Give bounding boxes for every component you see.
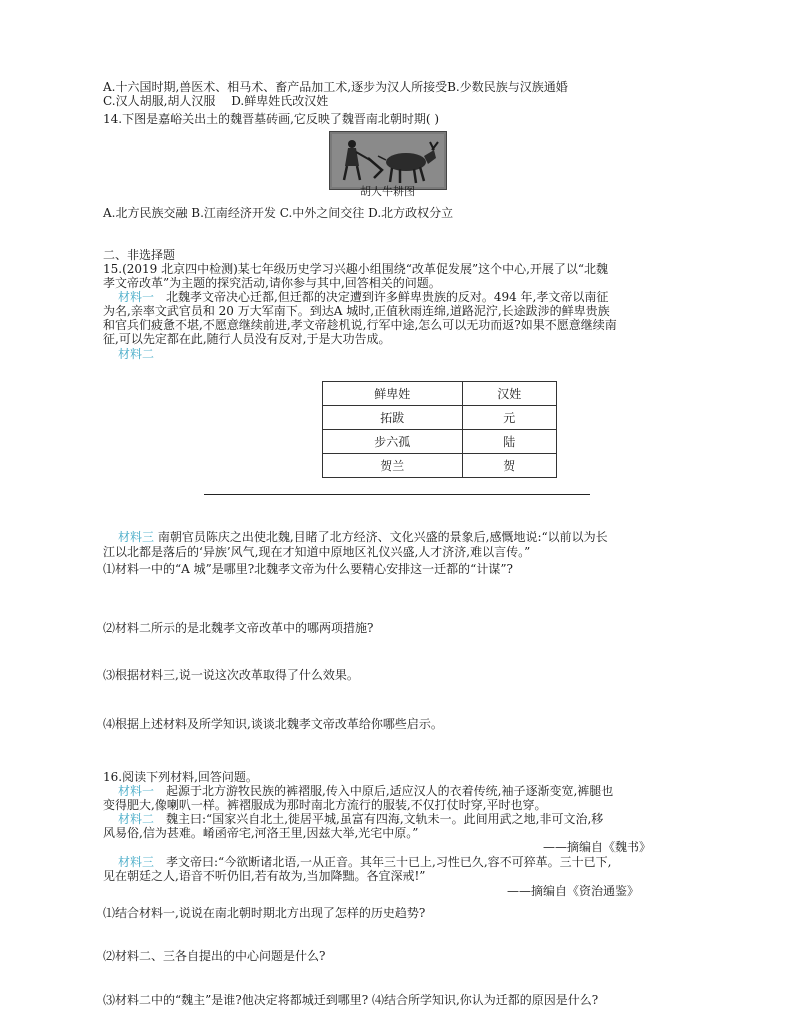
q16-material2-source: ——摘编自《魏书》: [543, 840, 652, 854]
q16-material2-line2: 风易俗,信为甚难。崤函帝宅,河洛王里,因兹大举,光宅中原。”: [103, 826, 419, 840]
q15-material1-line4: 征,可以先定都在此,随行人员没有反对,于是大功告成。: [103, 332, 391, 346]
q16-material3-line2: 见在朝廷之人,语音不听仍旧,若有故为,当加降黜。各宜深戒!”: [103, 869, 426, 883]
material-text: 北魏孝文帝决心迁都,但迁都的决定遭到许多鲜卑贵族的反对。494 年,孝文帝以南征: [154, 290, 609, 304]
q13-options-line2: C.汉人胡服,胡人汉服 D.鲜卑姓氏改汉姓: [103, 94, 329, 108]
q16-material2-line1: [118, 812, 603, 826]
image-caption: 胡人牛耕图: [360, 185, 415, 198]
table-row: [323, 406, 557, 430]
table-row: [323, 454, 557, 478]
surname-table: [322, 381, 557, 478]
q16-sub1: ⑴结合材料一,说说在南北朝时期北方出现了怎样的历史趋势?: [103, 906, 426, 920]
q15-intro-line1: 15.(2019 北京四中检测)某七年级历史学习兴趣小组围绕“改革促发展”这个中心,开展了以“北魏: [103, 262, 609, 276]
q14-options: A.北方民族交融 B.江南经济开发 C.中外之间交往 D.北方政权分立: [103, 206, 454, 220]
brick-painting-image: [329, 131, 447, 190]
q16-stem: 16.阅读下列材料,回答问题。: [103, 770, 258, 784]
q16-sub2: ⑵材料二、三各自提出的中心问题是什么?: [103, 949, 326, 963]
q13-options-line1: A.十六国时期,兽医术、相马术、畜产品加工术,逐步为汉人所接受B.少数民族与汉族通婚: [103, 80, 568, 94]
table-cell: 元: [462, 406, 556, 430]
material-text: 孝文帝曰:“今欲断诸北语,一从正音。其年三十已上,习性已久,容不可猝革。三十已下,: [154, 855, 612, 869]
q15-material1-line1: [118, 290, 608, 304]
table-header-cell: 汉姓: [462, 382, 556, 406]
q15-intro-line2: 孝文帝改革”为主题的探究活动,请你参与其中,回答相关的问题。: [103, 276, 441, 290]
table-cell: 步六孤: [323, 430, 463, 454]
divider-line: [204, 494, 590, 495]
material-text: 魏主曰:“国家兴自北土,徙居平城,虽富有四海,文轨未一。此间用武之地,非可文治,移: [154, 812, 604, 826]
table-header-cell: 鲜卑姓: [323, 382, 463, 406]
material-text: 起源于北方游牧民族的裤褶服,传入中原后,适应汉人的衣着传统,袖子逐渐变宽,裤腿也: [154, 784, 614, 798]
q15-sub1: ⑴材料一中的“A 城”是哪里?北魏孝文帝为什么要精心安排这一迁都的“计谋”?: [103, 562, 513, 576]
q16-material1-line1: [118, 784, 613, 798]
q15-sub4: ⑷根据上述材料及所学知识,谈谈北魏孝文帝改革给你哪些启示。: [103, 717, 443, 731]
q16-sub3: ⑶材料二中的“魏主”是谁?他决定将都城迁到哪里? ⑷结合所学知识,你认为迁都的原因是什么?: [103, 993, 599, 1007]
section-title: 二、非选择题: [103, 248, 176, 262]
q16-material3-line1: [118, 855, 611, 869]
q16-material1-line2: 变得肥大,像喇叭一样。裤褶服成为那时南北方流行的服装,不仅打仗时穿,平时也穿。: [103, 798, 547, 812]
q15-material3-line1: [118, 530, 608, 544]
ox-plowing-illustration: [330, 132, 446, 189]
table-row: [323, 430, 557, 454]
material-label: 材料二: [118, 812, 155, 826]
q15-material1-line2: 为名,亲率文武官员和 20 万大军南下。到达A 城时,正值秋雨连绵,道路泥泞,长途跋涉的鲜卑贵族: [103, 304, 610, 318]
material-label: 材料一: [118, 784, 155, 798]
q15-material1-line3: 和官兵们疲惫不堪,不愿意继续前进,孝文帝趁机说,行军中途,怎么可以无功而返?如果不愿意继续南: [103, 318, 617, 332]
q15-material2-label: 材料二: [118, 347, 155, 361]
q15-sub3: ⑶根据材料三,说一说这次改革取得了什么效果。: [103, 668, 359, 682]
table-header-row: [323, 382, 557, 406]
table-cell: 贺兰: [323, 454, 463, 478]
q15-material3-line2: 江以北都是落后的‘异族’风气,现在才知道中原地区礼仪兴盛,人才济济,难以言传。”: [103, 545, 531, 559]
material-label: 材料三: [118, 855, 155, 869]
q14-stem: 14.下图是嘉峪关出土的魏晋墓砖画,它反映了魏晋南北朝时期( ): [103, 112, 440, 126]
q16-material3-source: ——摘编自《资治通鉴》: [507, 884, 640, 898]
material-label: 材料三: [118, 530, 155, 544]
table-cell: 贺: [462, 454, 556, 478]
material-text: 南朝官员陈庆之出使北魏,目睹了北方经济、文化兴盛的景象后,感慨地说:“以前以为长: [157, 530, 608, 544]
q15-sub2: ⑵材料二所示的是北魏孝文帝改革中的哪两项措施?: [103, 621, 374, 635]
material-label: 材料一: [118, 290, 155, 304]
table-cell: 拓跋: [323, 406, 463, 430]
table-cell: 陆: [462, 430, 556, 454]
